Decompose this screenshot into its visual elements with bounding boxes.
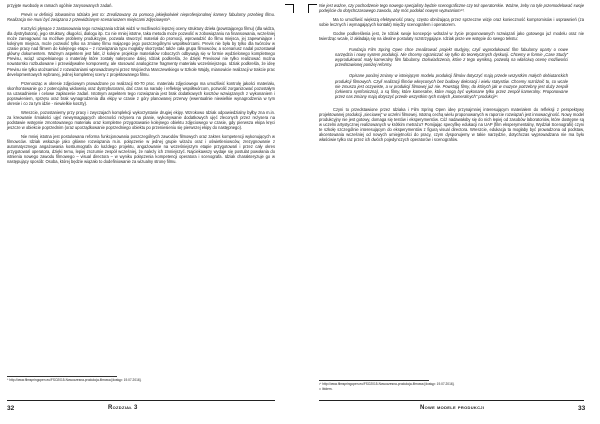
page-number: 33	[578, 405, 586, 412]
paragraph: Nie mniej istotna jest postulowana reforma funkcjonowania poszczególnych zawodów filmowych oraz zakres kompetencji wykonujących w filmowców. Idziak wskazuje jako główne rozwiązania m.in. połączenie w jednej grupie wizażu oraz i oświetleniowców, zrezygnowanie z automatycznego angażowania kostiumografa do każdego projektu, angażowanie na wcześniejszym etapie przygotowań i przez cały okres przygotowań operatora, dzięki temu, lepiej zrozumie zespół wcześniej, że należy ich zmniejszyć. Najciekawszy wydaje się postulat powołania do istnienia nowego zawodu filmowego – visual directora – w wyniku połączenia kompetencji operatora i scenografa. Idziak charakteryzuje go w następujący sposób: Osoba, której będzie wiązało to dodefiniowanie za wizualny stronę filmu.	[7, 134, 275, 165]
paragraph: Godne podkreślenia jest, że Idziak swoje koncepcje wdrażał w życie proponowanych rozwiązań jako gotowego już modelu oraz nie twierdząc wcale, iż akładają się na idealne postulaty rozstrzygające. Idziak pisze we wstępie do swego tekstu:	[319, 31, 584, 42]
footnote: ¹¹ Ibidem.	[319, 387, 333, 391]
running-head: Rozdział 3	[108, 405, 138, 411]
running-head: Nowe modele produkcji	[420, 405, 485, 411]
paragraph: Ma to umożliwić większą efektywność pracy, często obniżającą przez sprzeczne wizje oraz konieczność kompromisów i usprawnień (za sobie lecznych i wymagających kontakt) między scenografem i operatorem.	[319, 17, 584, 28]
footnote: ¹⁰ http://www.filmspringopen.eu/FSO2015-Nowoczesna-produkcja-filmowa [dostęp: 19.07.2016].	[319, 382, 455, 386]
left-page-body	[7, 3, 275, 164]
page-number: 32	[7, 405, 15, 412]
footer-line	[319, 400, 584, 401]
paragraph: Czyni to przedstawione przez Idziaka i Film Spring Open ideę przynajmniej interesującym materiałem do refleksji z perspektywy projektowanej produkcji „sieciowej” w uczelni filmowej. Istotną cechą wielu proponowanych w raporcie rozwiązań jest innowacyjność. Nowy model produkcyjny nie jest gotowy, domaga się testów i eksperymentów. Cóż nadawałoby się do nich lepiej od zasobów laboratoriów, które dostępne są w uczelni artystycznej realizowanych w krótkim metrażu? Pomijając specyfikę edukacji na UAP (film eksperymentalny, Wydział Scenografii) czyni te szkołę szczególnie interesującym do eksperymentów z figurą visual directora. Wreszcie, edukacja ta mogłaby być prowadzona od podstaw, akcentowania wcześniej od nowych umiejętności do pracy, czym dysponujemy w takie narzędzie, dotychczas wyprowadzana nie ma było właściwie tylko raz przez ich dwóch pojedynczych operatorów i scenografów.	[319, 106, 584, 142]
block-quote: Fundacja Film Spring Open chce zrealizować projekt studyjny, czyli wyprodukować film fabularny oparty o nowe narzędzia i nowy system produkcji. Nie chcemy ograniczać się tylko do teoretycznych dyskusji. Chcemy w formie „Case Study” wyprodukować mały kameralny film fabularny. Doświadczenia, które z tego wynikną, pozwolą na właściwą ocenę możliwości przedstawionej poniżej reformy.	[335, 47, 568, 68]
paragraph: przyjęte swobodę w ramach ogólnie zarysowanych zadań.	[7, 3, 113, 8]
paragraph: Previs w definicji Slowanima Idziaka jest to: Zrealizowany za pomocą jakiejkolwiek nieprofesjonalnej kamery fabularny przebieg filmu. Realizacja nie musi być związana z przewidzianym scenariuszem miejscami zdjęciowymi⁹.	[7, 12, 275, 23]
paragraph: Przenosząc w okresie zdjęciowym prowadzone po realizacji 60-70 proc. materiału zdjęciowego ma umożliwić kontrolę jakości materiału, skonfrontowanie go z potencjalną widownią oraz dystrybutorami, dać czas na naradę i refleksję współtwórcom, pozwolić zorganizować pozostałym na uzasadnienie i celowe zapłacenie zadań. Istotnym aspektem tego rozwiązania jest brak dodatkowych kosztów wzwiązanych z wykonaniem i poprawieniem, sprzętu oraz brak wynagrodzenia dla ekipy w czasie z góry planowanej przerwy (ewentualnie niewielkie wynagrodzenia w tym okresie i co za tym idzie - niewielkie koszty).	[7, 80, 275, 106]
footer-line	[7, 400, 275, 401]
paragraph: Korzyści płynące z zastosowania tego rozwiązania Idziak widzi w możliwości lepszej oceny struktury dzieła (powstającego filmu) (dla widza, dla dystrybutora), jego struktury, długości, dialogu itp. Co nie mniej istotne, taka metoda może pozwolić w zobowiązaniu na finansowania, wcześniej może zareagować na możliwe problemy produkcyjne, pozwala stworzyć materiał do promocji, wprowadzić do filmu miejsca, jej zapewniające i kolejnym miejsca, może pozwolić tylko na zmianę filmu mającego jego poszczególnymi współtwórcami. Previs nie była by tylko dla twórców w czasie pracy nad filmem do kolejnego etapu – z rozwiązania typu mogłaby skorzystać także cała grupa filmowców, a scenariusz nadal pozostawał główny dokumentem. Ważnym aspektem jest fakt, iż kolejne projekcje materiałów roboczych odbywają się w formie wydzielonego kompletnego Previsu, wciąż uzupełnianego o materiały które zostały nakręcone dalej. Idziak podkreśla, że dzięki Previsowi nie tylko realizować można nowatorsko rozbudowane i przewidywalne komponenty, ale stosować analogiczne fragmenty materiału wcześniejszego. Idziak podkreśla, że ideę Previsu nie tylko utożsamiać z rozważaniami wprowadzonymi przez Wojciecha Marczewskiego w Szkole Wajdy, mianowicie realizacji w trakcie prac developmentowych wybranej, jednej kompletnej sceny z projektowanego filmu.	[7, 26, 275, 77]
footnote-rule	[319, 380, 429, 381]
paragraph: Nie jest ważne, czy pochodzenie tego nowego specjalisty będzie scenograficzne czy też operatorskie. Ważne, żeby na tyle przemodelować swoje podejście do dotychczasowego zawodu, aby móc podołać nowym wyzwaniom¹⁰.	[319, 3, 584, 14]
block-quote: Opisane poniżej zmiany w istniejącym modelu produkcji filmów dotyczyć mają przede wszystkim małych debiutanckich produkcji filmowych. Czyli realizacji filmów wkręconych bez budowy dekoracji i wielu statystów. Chcemy rozróżnić to, co wcale nie zmusza jest oczywiste, a w produkcji filmowej już nie. Powstają filmy, do których jak w muzyce potrzebny jest duży zespół (orkiestra symfoniczna), a są filmy, które kameralne, które mogą być wykonane tylko przez zespół kameralny. Proponowane przez nas zmiany mają dotyczyć przede wszystkim tych małych „kameralnych” produkcji¹¹.	[335, 73, 568, 99]
footnote-rule	[7, 376, 117, 377]
footnote: ⁹ http://www.filmspringopen.eu/FSO2015-Nowoczesna-produkcja-filmowa [dostęp: 19.07.2016].	[7, 378, 142, 382]
paragraph: Wreszcie, pozostaniemy przy pracy i zwyczajach komplekcji wykorzystanie drugiej ekipy. Wzrokowo Idziak odpowiedzialny byłby zna m.in. za kreowanie śmiałości ujęć niewymagających obecności reżysera na planie, wykonywanie dodatkowych ujęć zleconych przez reżysera na podstawie wstępnie zmontowanego materiału oraz kompletne przygotowanie kolejnego obiektu zdjęciowego w czasie, gdy pierwsza ekipa kręci jeszcze w obiekcie poprzednim (oraz uporządkowanie poprzedniego obiektu po przeniesieniu się pierwszej ekipy do następnego).	[7, 109, 275, 130]
right-page-body	[319, 3, 584, 142]
